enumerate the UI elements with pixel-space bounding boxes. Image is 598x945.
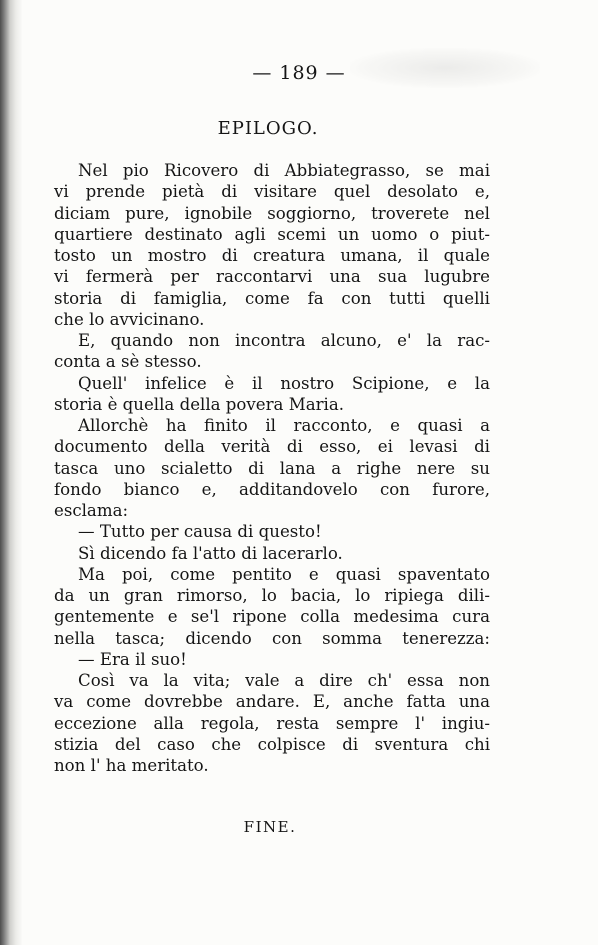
text-line: Ma poi, come pentito e quasi spaventato [78, 564, 490, 584]
text-line: Nel pio Ricovero di Abbiategrasso, se mai [78, 161, 490, 180]
text-line: eccezione alla regola, resta sempre l' ingiu- [54, 713, 490, 733]
text-line: Quell' infelice è il nostro Scipione, e la [78, 373, 490, 393]
text-line: da un gran rimorso, lo bacia, lo ripiega dili- [54, 586, 490, 605]
text-line: quartiere destinato agli scemi un uomo o piut- [54, 224, 490, 244]
text-line: — Era il suo! [78, 649, 187, 669]
body-text [54, 160, 490, 776]
text-line: stizia del caso che colpisce di sventura chi [54, 734, 490, 754]
text-line: gentemente e se'l ripone colla medesima cura [54, 607, 490, 627]
text-line: Così va la vita; vale a dire ch' essa non [78, 671, 490, 690]
text-line: E, quando non incontra alcuno, e' la rac- [78, 331, 490, 350]
text-line: vi fermerà per raccontarvi una sua lugubre [54, 267, 490, 287]
text-line: vi prende pietà di visitare quel desolato e, [54, 182, 490, 202]
text-line: fondo bianco e, additandovelo con furore, [54, 479, 490, 499]
text-line: — Tutto per causa di questo! [78, 522, 322, 542]
text-line: storia è quella della povera Maria. [54, 394, 345, 414]
text-line: non l' ha meritato. [54, 756, 209, 775]
text-line: conta a sè stesso. [54, 352, 202, 372]
text-line: esclama: [54, 501, 129, 520]
page-number: — 189 — [252, 62, 346, 84]
text-line: storia di famiglia, come fa con tutti quelli [54, 288, 490, 308]
text-line: Sì dicendo fa l'atto di lacerarlo. [78, 543, 343, 563]
chapter-heading: EPILOGO. [217, 118, 319, 139]
page-binding-edge [0, 0, 22, 945]
end-mark: FINE. [243, 818, 297, 836]
text-line: va come dovrebbe andare. E, anche fatta una [54, 692, 490, 712]
text-line: Allorchè ha finito il racconto, e quasi a [78, 416, 490, 435]
text-line: tosto un mostro di creatura umana, il quale [54, 246, 490, 265]
text-line: nella tasca; dicendo con somma tenerezza: [54, 628, 490, 648]
text-line: documento della verità di esso, ei levasi di [54, 437, 490, 457]
text-line: diciam pure, ignobile soggiorno, troverete nel [54, 203, 490, 223]
text-line: che lo avvicinano. [54, 309, 205, 329]
text-line: tasca uno scialetto di lana a righe nere su [54, 458, 490, 478]
